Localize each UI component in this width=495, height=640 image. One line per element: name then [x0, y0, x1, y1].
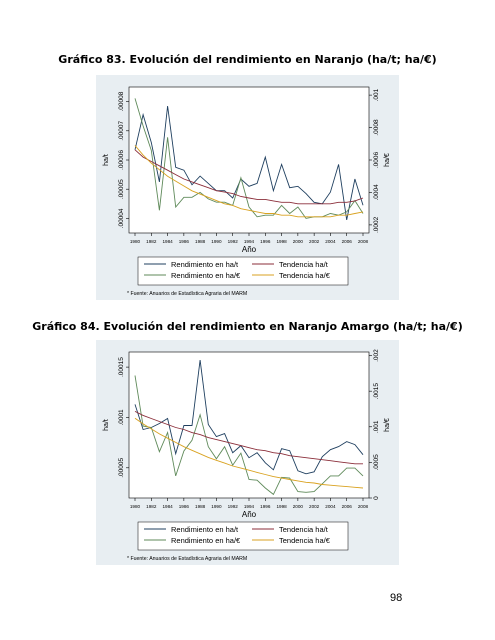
x-tick-label: 1980 — [129, 504, 141, 509]
x-tick-label: 1994 — [243, 239, 255, 244]
x-tick-label: 2004 — [325, 504, 336, 509]
x-tick-label: 1998 — [276, 239, 287, 244]
y-left-axis-label: ha/t — [103, 419, 110, 431]
source-note: * Fuente: Anuarios de Estadística Agraria del MARM — [127, 291, 248, 297]
y-right-tick-label: .0005 — [373, 454, 380, 471]
x-tick-label: 2002 — [309, 504, 320, 509]
y-left-axis-label: ha/t — [103, 154, 110, 166]
chart-panel-naranjo-amargo — [96, 340, 399, 565]
chart-title: Gráfico 84. Evolución del rendimiento en Naranjo Amargo (ha/t; ha/€) — [32, 320, 463, 333]
x-tick-label: 2006 — [341, 239, 352, 244]
x-tick-label: 1984 — [162, 504, 173, 509]
legend-label: Rendimiento en ha/t — [171, 525, 239, 534]
legend-label: Tendencia ha/t — [279, 260, 328, 269]
x-tick-label: 1986 — [178, 504, 189, 509]
y-right-tick-label: .001 — [373, 88, 380, 102]
x-tick-label: 2002 — [309, 239, 320, 244]
x-tick-label: 1980 — [129, 239, 141, 244]
y-left-tick-label: .00004 — [118, 208, 125, 229]
x-axis-label: Año — [241, 510, 257, 519]
y-right-axis-label: ha/€ — [384, 418, 391, 432]
y-left-tick-label: .00015 — [118, 357, 125, 378]
x-tick-label: 1984 — [162, 239, 173, 244]
x-tick-label: 2008 — [357, 504, 369, 509]
x-tick-label: 2008 — [357, 239, 369, 244]
x-tick-label: 2006 — [341, 504, 352, 509]
x-tick-label: 1988 — [195, 239, 206, 244]
legend-label: Tendencia ha/€ — [279, 271, 330, 280]
y-left-tick-label: .00007 — [118, 120, 125, 141]
chart-title: Gráfico 83. Evolución del rendimiento en Naranjo (ha/t; ha/€) — [58, 53, 437, 66]
y-left-tick-label: .00005 — [118, 179, 125, 200]
y-left-tick-label: .00005 — [118, 457, 125, 478]
x-tick-label: 2000 — [292, 504, 303, 509]
x-tick-label: 2004 — [325, 239, 336, 244]
y-left-tick-label: .0001 — [118, 409, 125, 426]
y-right-tick-label: .0015 — [373, 383, 380, 400]
y-right-tick-label: 0 — [373, 496, 380, 500]
legend-label: Tendencia ha/t — [279, 525, 328, 534]
x-tick-label: 1982 — [146, 239, 157, 244]
page-number: 98 — [390, 592, 403, 604]
legend-label: Tendencia ha/€ — [279, 536, 330, 545]
x-tick-label: 1996 — [260, 239, 271, 244]
chart-panel-naranjo — [96, 75, 399, 300]
x-tick-label: 1982 — [146, 504, 157, 509]
legend-label: Rendimiento en ha/€ — [171, 271, 241, 280]
x-tick-label: 2000 — [292, 239, 303, 244]
source-note: * Fuente: Anuarios de Estadística Agraria del MARM — [127, 556, 248, 562]
y-left-tick-label: .00006 — [118, 150, 125, 170]
y-right-tick-label: .0002 — [373, 216, 380, 234]
y-left-tick-label: .00008 — [118, 91, 125, 112]
x-tick-label: 1996 — [260, 504, 271, 509]
legend-label: Rendimiento en ha/t — [171, 260, 239, 269]
x-tick-label: 1990 — [211, 239, 222, 244]
y-right-tick-label: .0008 — [373, 119, 380, 136]
chart-naranjo — [96, 75, 399, 300]
x-tick-label: 1992 — [227, 504, 238, 509]
x-tick-label: 1998 — [276, 504, 287, 509]
x-tick-label: 1992 — [227, 239, 238, 244]
x-axis-label: Año — [241, 245, 257, 254]
y-right-tick-label: .002 — [373, 349, 380, 362]
y-right-tick-label: .001 — [373, 420, 380, 434]
y-right-tick-label: .0004 — [373, 184, 380, 201]
x-tick-label: 1990 — [211, 504, 222, 509]
y-right-tick-label: .0006 — [373, 151, 380, 169]
x-tick-label: 1986 — [178, 239, 189, 244]
y-right-axis-label: ha/€ — [384, 153, 391, 167]
legend-label: Rendimiento en ha/€ — [171, 536, 241, 545]
x-tick-label: 1994 — [243, 504, 255, 509]
x-tick-label: 1988 — [195, 504, 206, 509]
chart-naranjo-amargo — [96, 340, 399, 565]
